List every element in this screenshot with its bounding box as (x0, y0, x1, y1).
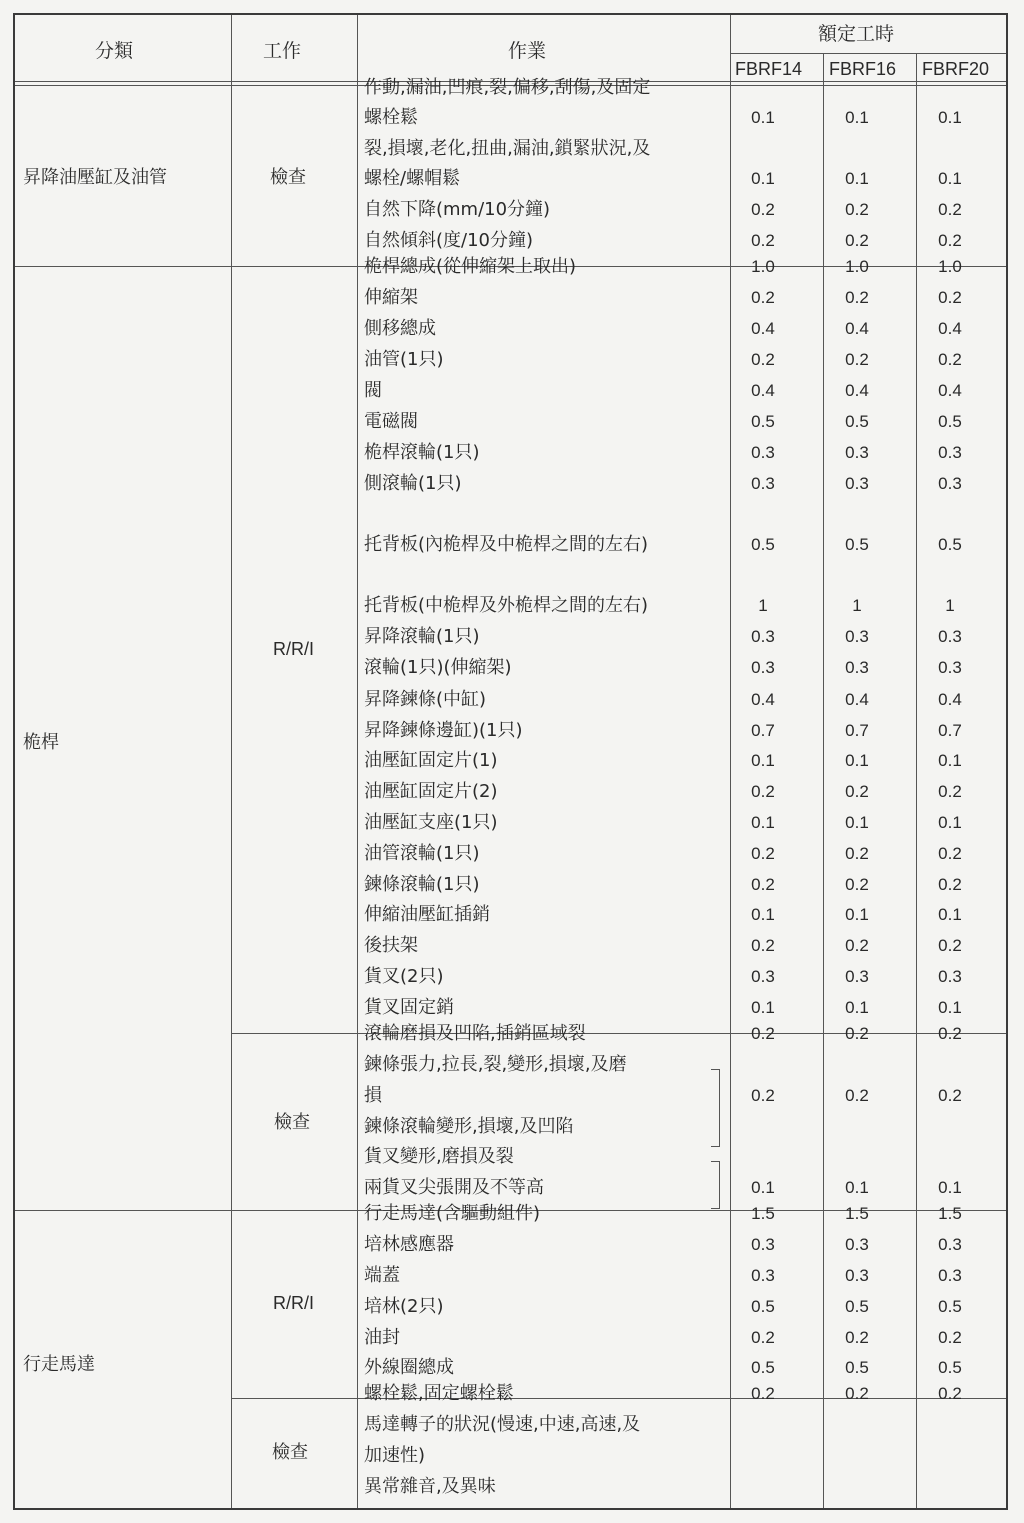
rated-hours-value: 0.2 (845, 782, 869, 801)
rated-hours-value: 0.1 (751, 169, 775, 188)
rated-hours-value: 0.2 (845, 231, 869, 250)
rated-hours-value: 0.1 (845, 751, 869, 770)
rated-hours-value: 0.3 (751, 658, 775, 677)
task-text: 貨叉變形,磨損及裂 (364, 1146, 514, 1167)
header-model: FBRF16 (829, 59, 897, 79)
rated-hours-value: 0.3 (938, 474, 962, 493)
rated-hours-value: 0.4 (751, 381, 775, 400)
rated-hours-value: 0.4 (845, 319, 869, 338)
rated-hours-value: 0.4 (938, 381, 962, 400)
rated-hours-value: 0.2 (845, 1086, 869, 1105)
rated-hours-value: 0.2 (938, 782, 962, 801)
task-text: 螺栓鬆 (364, 107, 418, 128)
rated-hours-value: 0.4 (845, 690, 869, 709)
rated-hours-value: 0.5 (938, 1297, 962, 1316)
rated-hours-value: 0.1 (751, 905, 775, 924)
rated-hours-value: 0.1 (845, 813, 869, 832)
task-text: 油管(1只) (364, 349, 444, 370)
task-text: 行走馬達(含驅動組件) (364, 1203, 541, 1224)
rated-hours-value: 0.3 (751, 474, 775, 493)
rated-hours-value: 0.1 (938, 998, 962, 1017)
rated-hours-value: 1.0 (938, 257, 962, 276)
rated-hours-value: 0.3 (751, 443, 775, 462)
rated-hours-value: 0.1 (938, 905, 962, 924)
rated-hours-value: 0.4 (751, 690, 775, 709)
rated-hours-value: 0.2 (751, 844, 775, 863)
rated-hours-value: 0.5 (938, 412, 962, 431)
task-text: 異常雜音,及異味 (364, 1476, 496, 1497)
rated-hours-value: 0.2 (938, 875, 962, 894)
col-divider (730, 15, 731, 1508)
brace-bracket (711, 1069, 720, 1147)
rated-hours-value: 0.3 (845, 474, 869, 493)
rated-hours-value: 0.1 (845, 108, 869, 127)
header-model: FBRF14 (735, 59, 803, 79)
task-text: 貨叉(2只) (364, 966, 444, 987)
rated-hours-value: 0.3 (845, 443, 869, 462)
rated-hours-value: 1.0 (751, 257, 775, 276)
rated-hours-value: 0.1 (751, 1178, 775, 1197)
rated-hours-value: 0.2 (751, 1328, 775, 1347)
rated-hours-value: 0.2 (751, 936, 775, 955)
rated-hours-value: 0.2 (938, 231, 962, 250)
category-label: 桅桿 (23, 732, 59, 753)
rated-hours-value: 0.2 (845, 936, 869, 955)
rated-hours-value: 0.2 (938, 1384, 962, 1403)
rated-hours-value: 0.1 (845, 169, 869, 188)
task-text: 伸縮架 (364, 287, 418, 308)
rated-hours-value: 0.3 (938, 658, 962, 677)
rated-hours-value: 0.1 (938, 1178, 962, 1197)
col-divider (357, 15, 358, 1508)
rated-hours-value: 0.2 (938, 200, 962, 219)
rated-hours-value: 1.0 (845, 257, 869, 276)
rated-hours-value: 0.2 (938, 844, 962, 863)
rated-hours-value: 0.4 (845, 381, 869, 400)
rated-hours-value: 0.7 (845, 721, 869, 740)
col-divider (823, 53, 824, 1508)
rated-hours-value: 0.1 (751, 998, 775, 1017)
rated-hours-value: 0.3 (845, 967, 869, 986)
rated-hours-value: 0.5 (751, 535, 775, 554)
rated-hours-value: 0.5 (751, 412, 775, 431)
task-text: 伸縮油壓缸插銷 (364, 904, 490, 925)
task-text: 自然傾斜(度/10分鐘) (364, 230, 534, 251)
header-job: 工作 (263, 40, 302, 62)
rated-hours-value: 0.3 (751, 1235, 775, 1254)
rated-hours-value: 1.5 (751, 1204, 775, 1223)
rated-hours-value: 0.2 (751, 350, 775, 369)
rated-hours-value: 0.2 (751, 200, 775, 219)
task-text: 托背板(中桅桿及外桅桿之間的左右) (364, 595, 649, 616)
task-text: 培林感應器 (364, 1234, 454, 1255)
rated-hours-value: 0.1 (751, 751, 775, 770)
task-text: 裂,損壞,老化,扭曲,漏油,鎖緊狀況,及 (364, 138, 651, 159)
task-text: 螺栓鬆,固定螺栓鬆 (364, 1383, 514, 1404)
rated-hours-value: 0.2 (751, 288, 775, 307)
rated-hours-value: 0.5 (938, 535, 962, 554)
task-text: 作動,漏油,凹痕,裂,偏移,刮傷,及固定 (364, 77, 651, 98)
category-label: 行走馬達 (23, 1354, 95, 1375)
rated-hours-value: 0.1 (938, 169, 962, 188)
rated-hours-value: 0.2 (845, 200, 869, 219)
rated-hours-value: 0.3 (845, 627, 869, 646)
task-text: 昇降鍊條邊缸)(1只) (364, 720, 523, 741)
rated-hours-value: 0.2 (845, 1328, 869, 1347)
rated-hours-value: 0.5 (845, 1358, 869, 1377)
rated-hours-value: 0.3 (938, 1235, 962, 1254)
rated-hours-value: 0.2 (938, 288, 962, 307)
rated-hours-value: 0.2 (845, 1024, 869, 1043)
rated-hours-value: 0.3 (845, 1266, 869, 1285)
task-text: 昇降鍊條(中缸) (364, 689, 487, 710)
job-label: 檢查 (272, 1442, 308, 1463)
rated-hours-value: 0.7 (751, 721, 775, 740)
brace-bracket (711, 1161, 720, 1209)
task-text: 端蓋 (364, 1265, 400, 1286)
job-label: 檢查 (270, 167, 306, 188)
rated-hours-value: 0.3 (751, 627, 775, 646)
task-text: 油壓缸固定片(1) (364, 750, 498, 771)
header-rated-hours: 額定工時 (818, 23, 895, 45)
rated-hours-value: 0.1 (751, 108, 775, 127)
rated-hours-value: 0.2 (845, 844, 869, 863)
rated-hours-value: 0.1 (938, 108, 962, 127)
task-text: 損 (364, 1085, 382, 1106)
rated-hours-value: 0.5 (938, 1358, 962, 1377)
job-label: R/R/I (273, 1293, 315, 1313)
task-text: 培林(2只) (364, 1296, 444, 1317)
header-category: 分類 (95, 40, 134, 62)
rated-hours-value: 0.7 (938, 721, 962, 740)
rated-hours-value: 0.4 (751, 319, 775, 338)
header-model: FBRF20 (922, 59, 990, 79)
rated-hours-value: 0.2 (938, 350, 962, 369)
rated-hours-value: 1 (852, 596, 862, 615)
rated-hours-value: 0.2 (938, 1024, 962, 1043)
rated-hours-value: 0.2 (938, 1086, 962, 1105)
rated-hours-value: 1.5 (938, 1204, 962, 1223)
rated-hours-value: 0.3 (845, 658, 869, 677)
task-text: 外線圈總成 (364, 1357, 454, 1378)
task-text: 螺栓/螺帽鬆 (364, 168, 461, 189)
task-text: 後扶架 (364, 935, 418, 956)
job-label: R/R/I (273, 639, 315, 659)
rated-hours-value: 0.3 (938, 627, 962, 646)
task-text: 鍊條滾輪變形,損壞,及凹陷 (364, 1116, 574, 1137)
rated-hours-table (13, 13, 1008, 1510)
task-text: 桅桿總成(從伸縮架上取出) (364, 256, 577, 277)
task-text: 油管滾輪(1只) (364, 843, 480, 864)
task-text: 滾輪磨損及凹陷,插銷區域裂 (364, 1023, 586, 1044)
task-text: 油封 (364, 1327, 400, 1348)
rated-hours-value: 0.2 (751, 1086, 775, 1105)
rated-hours-value: 0.3 (938, 1266, 962, 1285)
rated-hours-value: 1.5 (845, 1204, 869, 1223)
rated-hours-value: 0.5 (845, 412, 869, 431)
rated-hours-value: 0.2 (938, 936, 962, 955)
col-divider (916, 53, 917, 1508)
rated-hours-value: 0.2 (845, 1384, 869, 1403)
rated-hours-value: 0.5 (845, 1297, 869, 1316)
rated-hours-value: 0.3 (938, 967, 962, 986)
header-subdivider (730, 53, 1006, 54)
rated-hours-value: 0.1 (938, 751, 962, 770)
task-text: 油壓缸支座(1只) (364, 812, 498, 833)
rated-hours-value: 0.2 (751, 875, 775, 894)
rated-hours-value: 0.1 (845, 905, 869, 924)
task-text: 側滾輪(1只) (364, 473, 462, 494)
rated-hours-value: 0.3 (751, 1266, 775, 1285)
job-divider (231, 1033, 1006, 1034)
rated-hours-value: 0.5 (751, 1297, 775, 1316)
rated-hours-value: 1 (758, 596, 768, 615)
rated-hours-value: 0.3 (938, 443, 962, 462)
rated-hours-value: 0.2 (751, 782, 775, 801)
task-text: 托背板(內桅桿及中桅桿之間的左右) (364, 534, 649, 555)
task-text: 自然下降(mm/10分鐘) (364, 199, 551, 220)
task-text: 電磁閥 (364, 411, 418, 432)
task-text: 側移總成 (364, 318, 436, 339)
rated-hours-value: 0.1 (845, 1178, 869, 1197)
task-text: 加速性) (364, 1445, 426, 1466)
header-task: 作業 (508, 40, 547, 62)
task-text: 兩貨叉尖張開及不等高 (364, 1177, 544, 1198)
col-divider (231, 15, 232, 1508)
rated-hours-value: 1 (945, 596, 955, 615)
rated-hours-value: 0.2 (751, 1024, 775, 1043)
rated-hours-value: 0.5 (751, 1358, 775, 1377)
task-text: 鍊條滾輪(1只) (364, 874, 480, 895)
job-label: 檢查 (274, 1112, 310, 1133)
rated-hours-value: 0.1 (938, 813, 962, 832)
rated-hours-value: 0.2 (751, 1384, 775, 1403)
rated-hours-value: 0.4 (938, 319, 962, 338)
task-text: 桅桿滾輪(1只) (364, 442, 480, 463)
task-text: 滾輪(1只)(伸縮架) (364, 657, 512, 678)
rated-hours-value: 0.4 (938, 690, 962, 709)
rated-hours-value: 0.2 (938, 1328, 962, 1347)
task-text: 油壓缸固定片(2) (364, 781, 498, 802)
task-text: 馬達轉子的狀況(慢速,中速,高速,及 (364, 1414, 641, 1435)
rated-hours-value: 0.2 (845, 350, 869, 369)
task-text: 貨叉固定銷 (364, 997, 454, 1018)
rated-hours-value: 0.2 (845, 875, 869, 894)
rated-hours-value: 0.2 (751, 231, 775, 250)
rated-hours-value: 0.3 (845, 1235, 869, 1254)
category-label: 昇降油壓缸及油管 (23, 167, 167, 188)
rated-hours-value: 0.3 (751, 967, 775, 986)
task-text: 閥 (364, 380, 382, 401)
rated-hours-value: 0.1 (751, 813, 775, 832)
rated-hours-value: 0.1 (845, 998, 869, 1017)
task-text: 昇降滾輪(1只) (364, 626, 480, 647)
rated-hours-value: 0.2 (845, 288, 869, 307)
rated-hours-value: 0.5 (845, 535, 869, 554)
job-divider (231, 1398, 1006, 1399)
task-text: 鍊條張力,拉長,裂,變形,損壞,及磨 (364, 1054, 627, 1075)
